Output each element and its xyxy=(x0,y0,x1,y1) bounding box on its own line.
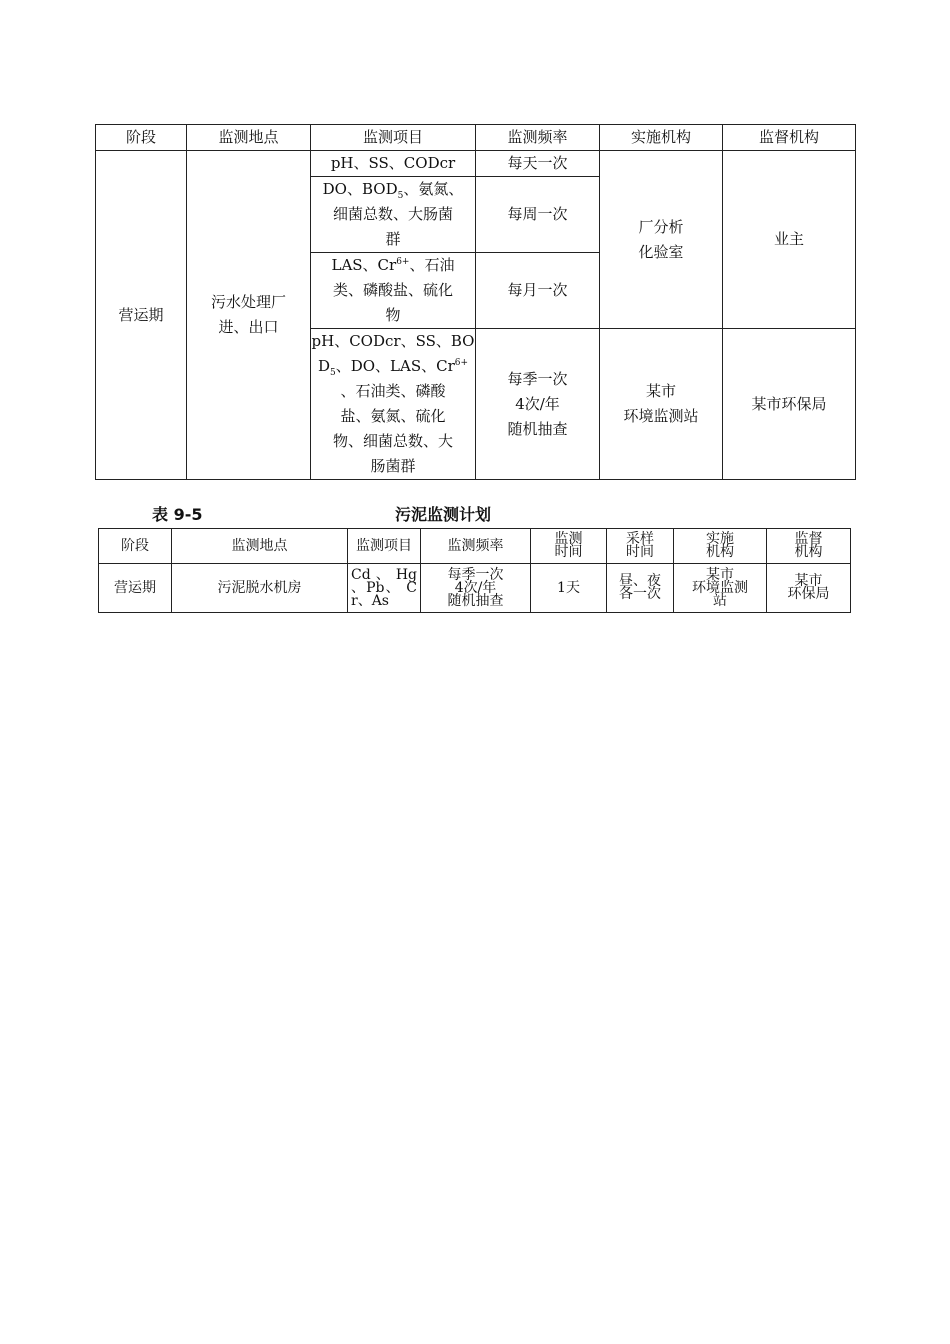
header-supervisor xyxy=(767,529,851,564)
table-row xyxy=(99,564,851,613)
header-stage xyxy=(99,529,172,564)
executor-station-cell xyxy=(600,329,723,480)
header-location xyxy=(172,529,348,564)
table-row xyxy=(96,151,856,177)
items-cell xyxy=(311,151,476,177)
header-frequency: 监测频率 xyxy=(476,125,600,151)
items-line: 盐、氨氮、硫化 xyxy=(340,407,446,425)
sampling-cell xyxy=(607,564,674,613)
executor-line: 某市 xyxy=(645,382,676,400)
header-line: 实施 xyxy=(706,531,734,547)
items-cell xyxy=(311,177,476,253)
table-number: 表 9-5 xyxy=(152,505,203,524)
items-line: DO、$BOD_5$、氨氮、 xyxy=(322,180,464,201)
frequency-line: 每季一次 xyxy=(447,566,504,583)
items-line: pH、CODcr、SS、BO xyxy=(311,332,475,350)
header-line: 采样 xyxy=(626,531,654,547)
executor-line: 厂分析 xyxy=(638,217,684,236)
frequency-line: 4次/年 xyxy=(454,579,497,596)
items-line: 、石油类、磷酸 xyxy=(340,382,446,400)
items-line: 细菌总数、大肠菌 xyxy=(332,205,453,223)
frequency-line: 每月一次 xyxy=(507,281,568,299)
frequency-line: 随机抽查 xyxy=(447,592,504,609)
header-line: 监测项目 xyxy=(356,537,412,554)
items-line: LAS、$Cr^{6+}$、石油 xyxy=(331,256,455,274)
items-line: 肠菌群 xyxy=(370,457,416,475)
items-line: r、As xyxy=(351,592,389,609)
location-cell: 污泥脱水机房 xyxy=(172,564,348,613)
supervisor-line: 环保局 xyxy=(787,586,830,602)
frequency-cell xyxy=(476,253,600,329)
header-line: 监测 xyxy=(554,531,583,547)
supervisor-cell xyxy=(767,564,851,613)
header-line: 机构 xyxy=(794,544,823,560)
header-executor: 实施机构 xyxy=(600,125,723,151)
supervisor-line: 某市 xyxy=(794,573,823,589)
items-line: 、Pb、 C xyxy=(351,579,417,596)
header-line: 时间 xyxy=(554,544,583,560)
frequency-cell xyxy=(476,151,600,177)
header-line: 监督 xyxy=(794,531,823,547)
header-line: 机构 xyxy=(706,544,734,560)
header-duration xyxy=(531,529,607,564)
header-line: 监测地点 xyxy=(231,537,288,554)
executor-line: 化验室 xyxy=(638,242,684,261)
header-items xyxy=(348,529,421,564)
stage-cell: 营运期 xyxy=(96,151,187,480)
executor-cell xyxy=(674,564,767,613)
executor-lab-cell xyxy=(600,151,723,329)
items-line: $D_5$、DO、LAS、$Cr^{6+}$ xyxy=(317,357,469,378)
water-monitoring-table xyxy=(95,124,856,480)
executor-line: 环境监测 xyxy=(692,579,748,596)
table-header-row xyxy=(99,529,851,564)
frequency-line: 4次/年 xyxy=(515,394,560,413)
location-line: 污水处理厂 xyxy=(210,293,286,311)
sludge-monitoring-table xyxy=(98,528,851,613)
items-cell xyxy=(311,329,476,480)
sampling-line: 昼、夜 xyxy=(619,573,661,589)
table-header-row xyxy=(96,125,856,151)
sampling-line: 各一次 xyxy=(619,586,661,602)
header-sampling xyxy=(607,529,674,564)
header-line: 监测频率 xyxy=(447,537,504,554)
location-line: 进、出口 xyxy=(218,318,279,336)
stage-cell: 营运期 xyxy=(99,564,172,613)
header-frequency xyxy=(421,529,531,564)
header-executor xyxy=(674,529,767,564)
executor-line: 站 xyxy=(713,592,727,609)
frequency-cell xyxy=(421,564,531,613)
items-line: 群 xyxy=(385,230,401,248)
header-supervisor: 监督机构 xyxy=(723,125,856,151)
executor-line: 某市 xyxy=(706,566,734,583)
header-line: 阶段 xyxy=(121,537,149,554)
frequency-line: 随机抽查 xyxy=(507,419,568,438)
duration-cell: 1天 xyxy=(531,564,607,613)
supervisor-owner-cell: 业主 xyxy=(723,151,856,329)
executor-line: 环境监测站 xyxy=(623,407,699,425)
items-line: pH、SS、CODcr xyxy=(330,154,456,172)
frequency-cell xyxy=(476,177,600,253)
items-cell xyxy=(311,253,476,329)
items-line: 类、磷酸盐、硫化 xyxy=(332,281,453,299)
header-location: 监测地点 xyxy=(187,125,311,151)
table-title: 污泥监测计划 xyxy=(395,505,492,524)
items-line: 物、细菌总数、大 xyxy=(332,432,453,450)
items-cell xyxy=(348,564,421,613)
location-cell xyxy=(187,151,311,480)
items-line: 物 xyxy=(385,306,401,324)
header-items: 监测项目 xyxy=(311,125,476,151)
header-stage: 阶段 xyxy=(96,125,187,151)
frequency-line: 每周一次 xyxy=(507,205,568,223)
header-line: 时间 xyxy=(626,544,654,560)
frequency-line: 每季一次 xyxy=(507,369,568,388)
items-line: Cd 、 Hg xyxy=(351,566,417,583)
supervisor-bureau-cell: 某市环保局 xyxy=(723,329,856,480)
frequency-cell xyxy=(476,329,600,480)
frequency-line: 每天一次 xyxy=(507,154,568,172)
